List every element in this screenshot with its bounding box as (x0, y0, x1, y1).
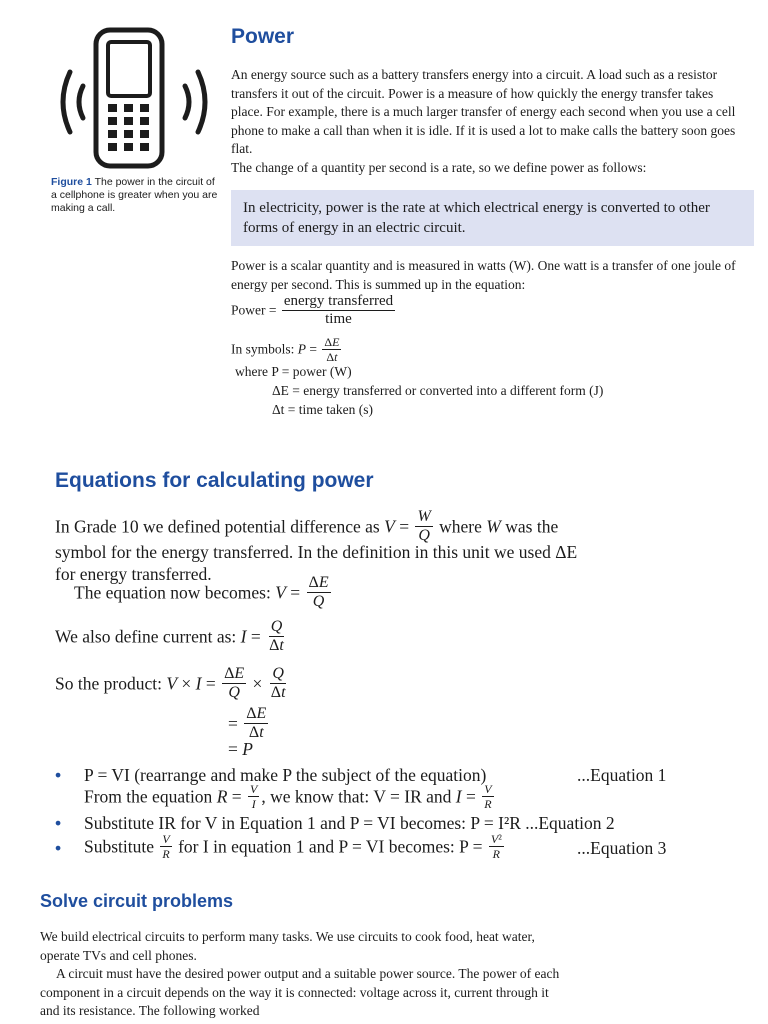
product-step-2: = $\frac{\Delta E}{\Delta t}$ (228, 705, 267, 741)
power-word-fraction (282, 294, 395, 327)
symbols-prefix: In symbols: (231, 341, 295, 357)
grade10-a: In Grade 10 we defined potential difference as (55, 516, 380, 537)
bullet-icon: • (55, 813, 62, 833)
equation-now-becomes: The equation now becomes: V = $\frac{\Delta E}{Q}$ (74, 574, 329, 610)
bullet-equation-3 (55, 833, 755, 865)
where-E: ΔE = energy transferred or converted into a different form (J) (272, 383, 604, 398)
product-step-3: = P (228, 739, 253, 759)
solve-paragraph-1: We build electrical circuits to perform many tasks. We use circuits to cook food, heat water, operate TVs and cell phones. (40, 929, 535, 963)
i-v-r-fraction: $\frac{V}{R}$ (484, 782, 492, 811)
definition-text: In electricity, power is the rate at which electrical energy is converted to other forms of energy in an electric circuit. (243, 200, 710, 236)
solve-heading: Solve circuit problems (40, 891, 234, 911)
grade10-c: was the (505, 516, 559, 537)
where-t: Δt = time taken (s) (272, 402, 374, 417)
power-intro-text: An energy source such as a battery transfers energy into a circuit. A load such as a resistor transfers it out of the circuit. Power is a measure of how quickly the energy transfer takes place. For example, there is a much larger transfer of energy each second when you use a cell phone to make a call than when it is idle. If it is used a lot to make calls the battery soon goes flat. (231, 67, 736, 156)
equations-heading: Equations for calculating power (55, 469, 374, 492)
now-becomes-text: The equation now becomes: (74, 582, 271, 603)
power-symbol-equation: In symbols: P = $\frac{\Delta E}{\Delta t}$ (231, 335, 340, 364)
definition-box (231, 190, 754, 246)
grade10-line3: for energy transferred. (55, 564, 212, 584)
bullet1-eq: ...Equation 1 (577, 765, 667, 785)
power-intro (231, 66, 741, 177)
figure-caption-text: The power in the circuit of a cellphone is greater when you are making a call. (51, 176, 218, 214)
power-word-denominator: time (325, 311, 352, 327)
cellphone-ringing-icon (48, 24, 220, 174)
bullet3-b: for I in equation 1 and P = VI becomes: P = (178, 836, 483, 857)
power-eq-lhs: Power = (231, 302, 277, 318)
i-q-t-fraction: $\frac{Q}{\Delta t}$ (269, 618, 284, 654)
product-fraction-2: $\frac{Q}{\Delta t}$ (270, 665, 286, 701)
bullet-icon: • (55, 765, 62, 785)
r-v-i-fraction: $\frac{V}{I}$ (250, 782, 258, 811)
power-symbol-fraction: $\frac{\Delta E}{\Delta t}$ (324, 335, 340, 364)
product-text: So the product: (55, 673, 162, 694)
scalar-text: Power is a scalar quantity and is measured in watts (W). One watt is a transfer of one joule of energy per second. This is summed up in the equation: (231, 258, 736, 292)
bullet-icon: • (55, 838, 62, 858)
where-P: where P = power (W) (235, 364, 352, 379)
bullet2-text: Substitute IR for V in Equation 1 and P = VI becomes: P = I²R ...Equation 2 (84, 813, 615, 833)
figure-caption (51, 176, 221, 215)
rate-line: The change of a quantity per second is a rate, so we define power as follows: (231, 159, 647, 175)
bullet3-eq: ...Equation 3 (577, 838, 667, 858)
v-over-r-fraction: $\frac{V}{R}$ (162, 832, 170, 861)
v-e-q-fraction: $\frac{\Delta E}{Q}$ (308, 574, 329, 610)
from-eq-b: , we know that: V = IR and (261, 786, 452, 807)
v2-over-r-fraction: $\frac{\text{V²}}{R}$ (490, 832, 502, 861)
current-definition: We also define current as: I = $\frac{Q}{\Delta t}$ (55, 618, 284, 654)
product-fraction-1: $\frac{\Delta E}{Q}$ (224, 665, 245, 701)
product-step-fraction: $\frac{\Delta E}{\Delta t}$ (246, 705, 267, 741)
power-word-equation (231, 294, 397, 327)
grade10-paragraph: In Grade 10 we defined potential difference as V = $\frac{W}{Q}$ where W was the symbol for the energy transferred. In the definition in this unit we used ΔE for energy transferred. (55, 509, 695, 585)
grade10-b: where (439, 516, 482, 537)
figure-label: Figure 1 (51, 176, 92, 188)
solve-paragraph-2: A circuit must have the desired power output and a suitable power source. The power of each component in a circuit depends on the way it is connected: voltage across it, current through it and its resistance. The following worked (40, 966, 560, 1018)
bullet1-text: P = VI (rearrange and make P the subject of the equation) (84, 765, 487, 785)
power-heading: Power (231, 25, 295, 48)
bullet3-a: Substitute (84, 836, 155, 857)
power-word-numerator: energy transferred (283, 293, 394, 309)
from-equation-line: From the equation R = $\frac{V}{I}$ , we know that: V = IR and I = $\frac{V}{R}$ (84, 782, 492, 811)
v-w-q-fraction: $\frac{W}{Q}$ (417, 508, 431, 544)
product-equation: So the product: V × I = $\frac{\Delta E}{Q}$ × $\frac{Q}{\Delta t}$ (55, 665, 286, 701)
from-eq-a: From the equation (84, 786, 213, 807)
current-def-text: We also define current as: (55, 626, 237, 647)
grade10-line2: symbol for the energy transferred. In the definition in this unit we used ΔE (55, 542, 578, 562)
cellphone-figure (48, 24, 220, 174)
